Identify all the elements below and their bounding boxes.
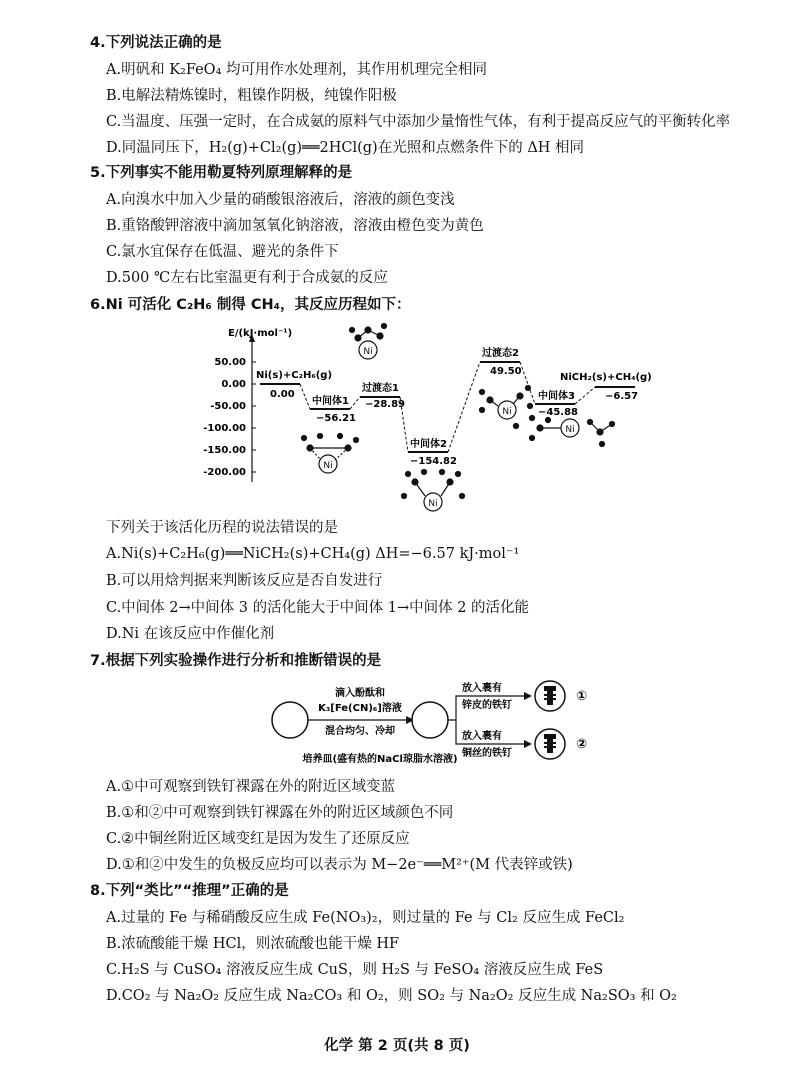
label-int3: 中间体3 [538, 391, 575, 402]
label-ts1: 过渡态1 [362, 383, 399, 394]
step1-bottom: 混合均匀、冷却 [325, 726, 395, 737]
q6-option-c: C.中间体 2→中间体 3 的活化能大于中间体 1→中间体 2 的活化能 [106, 600, 530, 616]
value-int3: −45.88 [538, 407, 579, 418]
value-ts1: −28.89 [365, 399, 406, 410]
label-int2: 中间体2 [410, 439, 447, 450]
mark-2: ② [576, 737, 588, 752]
value-start: 0.00 [270, 389, 295, 400]
q4-option-a: A.明矾和 K₂FeO₄ 均可用作水处理剂，其作用机理完全相同 [106, 62, 487, 78]
q5-option-b: B.重铬酸钾溶液中滴加氢氧化钠溶液，溶液由橙色变为黄色 [106, 218, 484, 234]
molecule-ts1 [350, 324, 387, 360]
label-start: Ni(s)+C₂H₆(g) [256, 370, 333, 381]
value-int2: −154.82 [410, 456, 457, 467]
q4-option-c: C.当温度、压强一定时，在合成氨的原料气中添加少量惰性气体，有利于提高反应气的平衡转化率 [106, 114, 731, 130]
q6-stem: 6.Ni 可活化 C₂H₆ 制得 CH₄，其反应历程如下： [90, 297, 411, 313]
q5-option-c: C.氯水宜保存在低温、避光的条件下 [106, 244, 339, 260]
y-tick-neg50: -50.00 [210, 401, 246, 412]
label-end: NiCH₂(s)+CH₄(g) [560, 372, 652, 383]
branch2-bottom: 铜丝的铁钉 [462, 748, 512, 759]
q8-option-a: A.过量的 Fe 与稀硝酸反应生成 Fe(NO₃)₂，则过量的 Fe 与 Cl₂ 反应生成 FeCl₂ [106, 910, 625, 926]
q5-stem: 5.下列事实不能用勒夏特列原理解释的是 [90, 165, 353, 181]
step1-reagent: K₃[Fe(CN)₆]溶液 [318, 703, 402, 714]
svg-text:Ni: Ni [363, 347, 373, 357]
q4-option-b: B.电解法精炼镍时，粗镍作阴极，纯镍作阳极 [106, 88, 397, 104]
q4-option-d: D.同温同压下，H₂(g)+Cl₂(g)══2HCl(g)在光照和点燃条件下的 ΔH 相同 [106, 140, 585, 156]
mark-1: ① [576, 689, 588, 704]
q8-option-d: D.CO₂ 与 Na₂O₂ 反应生成 Na₂CO₃ 和 O₂，则 SO₂ 与 Na₂O₂ 反应生成 Na₂SO₃ 和 O₂ [106, 988, 677, 1004]
step1-top: 滴入酚酞和 [335, 688, 385, 699]
molecule-int2 [402, 470, 465, 512]
y-tick-neg150: -150.00 [203, 445, 246, 456]
energy-profile-diagram [200, 322, 700, 522]
q6-option-d: D.Ni 在该反应中作催化剂 [106, 626, 275, 642]
q7-option-a: A.①中可观察到铁钉裸露在外的附近区域变蓝 [106, 779, 396, 795]
q7-option-b: B.①和②中可观察到铁钉裸露在外的附近区域颜色不同 [106, 805, 454, 821]
svg-text:Ni: Ni [323, 461, 333, 471]
dish-label: 培养皿(盛有热的NaCl琼脂水溶液) [302, 754, 458, 765]
q5-option-d: D.500 ℃左右比室温更有利于合成氨的反应 [106, 270, 388, 286]
petri-dish-2 [412, 702, 448, 738]
molecule-ts2 [480, 386, 533, 429]
svg-text:Ni: Ni [565, 425, 575, 435]
q4-stem: 4.下列说法正确的是 [90, 35, 222, 51]
y-tick-neg200: -200.00 [203, 467, 246, 478]
q5-option-a: A.向溴水中加入少量的硝酸银溶液后，溶液的颜色变浅 [106, 192, 455, 208]
branch2-top: 放入裹有 [462, 731, 502, 742]
value-int1: −56.21 [316, 413, 357, 424]
y-tick-0: 0.00 [221, 379, 246, 390]
value-end: −6.57 [605, 391, 639, 402]
value-ts2: 49.50 [490, 366, 522, 377]
y-axis-label: E/(kJ·mol⁻¹) [228, 328, 293, 339]
page-footer: 化学 第 2 页(共 8 页) [324, 1038, 470, 1054]
svg-text:Ni: Ni [502, 407, 512, 417]
q6-sub-stem: 下列关于该活化历程的说法错误的是 [106, 520, 338, 536]
nail-dish-1 [535, 681, 565, 711]
molecule-int1 [302, 434, 359, 474]
branch1-top: 放入裹有 [462, 683, 502, 694]
molecule-int3 [530, 416, 615, 447]
nail-dish-2 [535, 729, 565, 759]
q8-option-c: C.H₂S 与 CuSO₄ 溶液反应生成 CuS，则 H₂S 与 FeSO₄ 溶液反应生成 FeS [106, 962, 604, 978]
branch1-bottom: 锌皮的铁钉 [462, 700, 512, 711]
q6-option-b: B.可以用焓判据来判断该反应是否自发进行 [106, 573, 383, 589]
svg-text:Ni: Ni [428, 499, 438, 509]
experiment-diagram [270, 680, 620, 770]
label-int1: 中间体1 [312, 396, 349, 407]
q7-stem: 7.根据下列实验操作进行分析和推断错误的是 [90, 653, 382, 669]
petri-dish-1 [272, 702, 308, 738]
q8-stem: 8.下列“类比”“推理”正确的是 [90, 883, 289, 899]
q7-option-c: C.②中铜丝附近区域变红是因为发生了还原反应 [106, 831, 410, 847]
label-ts2: 过渡态2 [482, 348, 519, 359]
y-tick-50: 50.00 [214, 357, 246, 368]
y-tick-neg100: -100.00 [203, 423, 246, 434]
q8-option-b: B.浓硫酸能干燥 HCl，则浓硫酸也能干燥 HF [106, 936, 400, 952]
q7-option-d: D.①和②中发生的负极反应均可以表示为 M−2e⁻══M²⁺(M 代表锌或铁) [106, 857, 573, 873]
q6-option-a: A.Ni(s)+C₂H₆(g)══NiCH₂(s)+CH₄(g) ΔH=−6.57 kJ·mol⁻¹ [106, 546, 520, 562]
